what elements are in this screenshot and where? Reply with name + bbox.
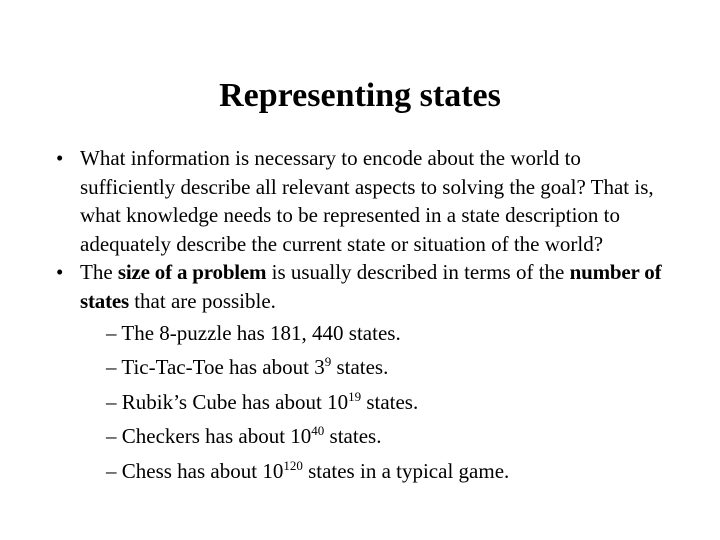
bullet-marker: • <box>56 146 64 170</box>
power-base: 3 <box>314 355 325 380</box>
bullet-text-post: that are possible. <box>128 288 276 313</box>
bullet-size-of-problem <box>0 258 720 315</box>
sub-item-rubiks-cube <box>0 385 720 420</box>
slide-title: Representing states <box>219 77 501 114</box>
power-exponent: 9 <box>324 354 332 370</box>
bold-term-size-of-problem: size of a problem <box>117 260 267 285</box>
power-exponent: 120 <box>283 457 303 473</box>
bullet-text-pre: The <box>80 260 118 285</box>
power-base: 10 <box>290 424 312 449</box>
power-base: 10 <box>262 458 284 483</box>
sub-item-text: – Tic-Tac-Toe has about <box>106 355 315 380</box>
sub-item-tic-tac-toe <box>0 350 720 385</box>
bullet-text: What information is necessary to encode about the world to sufficiently describe all relevant aspects to solving the goal? That is, what knowledge needs to be represented in a state description to adequately describe the current state or situation of the world? <box>80 146 654 256</box>
bullet-information <box>0 144 720 258</box>
sub-item-text: – Checkers has about <box>106 424 291 449</box>
sub-item-after: states in a typical game. <box>302 458 510 483</box>
sub-item-chess <box>0 454 720 489</box>
power-exponent: 19 <box>348 388 362 404</box>
sub-item-text: – The 8-puzzle has 181, 440 states. <box>106 320 401 345</box>
power-base: 10 <box>327 389 349 414</box>
bold-term-number-of-states: number of states <box>80 260 662 313</box>
sub-item-after: states. <box>324 424 382 449</box>
bullet-marker: • <box>56 260 64 285</box>
sub-item-after: states. <box>361 389 419 414</box>
sub-item-after: states. <box>331 355 389 380</box>
bullet-text-mid: is usually described in terms of the <box>266 260 570 285</box>
sub-item-text: – Rubik’s Cube has about <box>106 389 328 414</box>
slide-body <box>0 144 720 488</box>
sub-item-8-puzzle <box>0 316 720 351</box>
power-exponent: 40 <box>311 423 325 439</box>
sub-item-checkers <box>0 419 720 454</box>
sub-item-text: – Chess has about <box>106 458 263 483</box>
